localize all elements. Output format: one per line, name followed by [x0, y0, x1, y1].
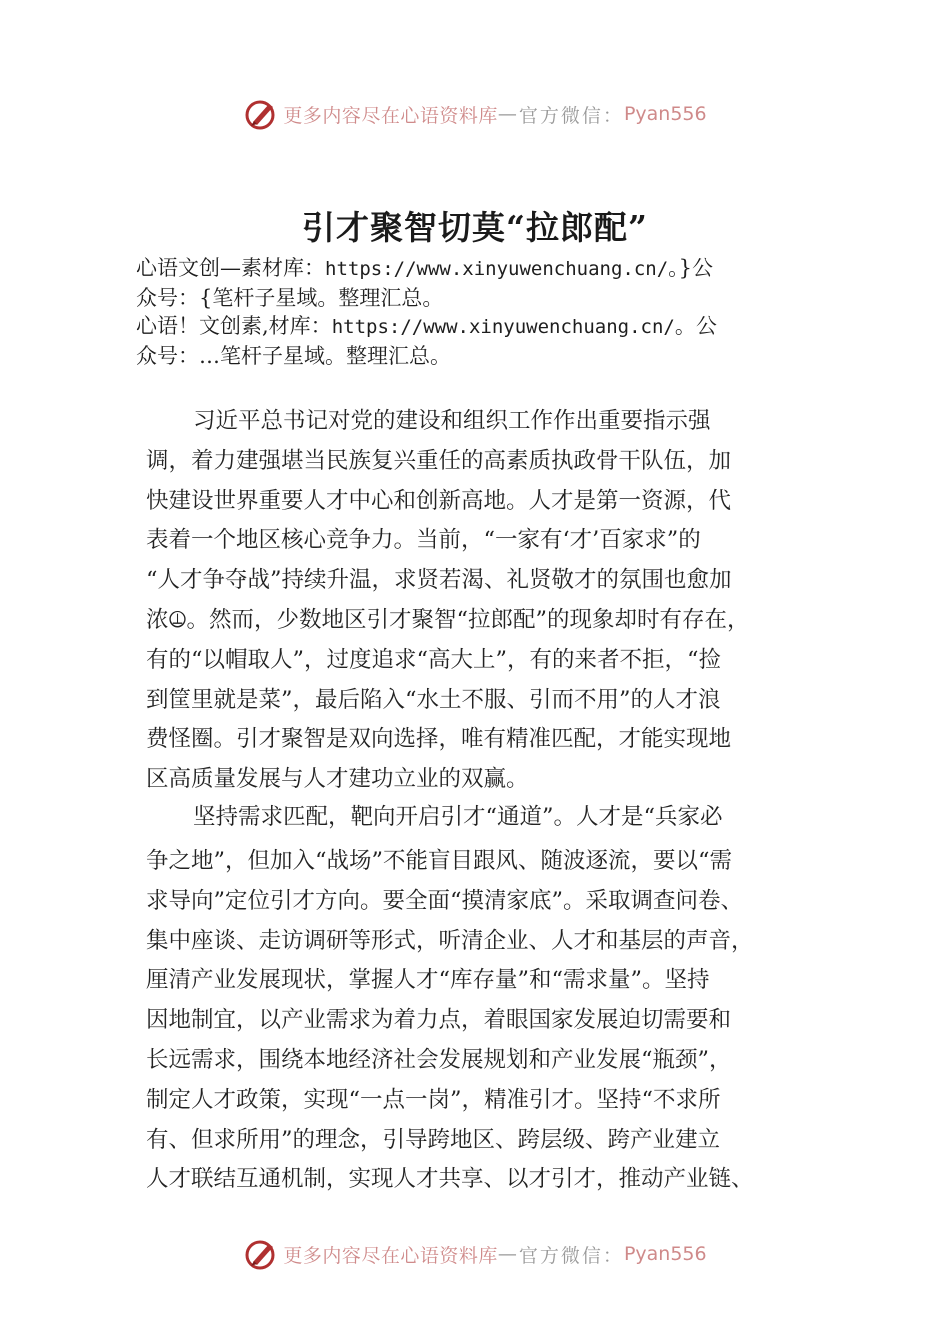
document-title: 引才聚智切莫“拉郎配” [302, 208, 648, 247]
paragraph-line: 厘清产业发展现状，掌握人才“库存量”和“需求量”。坚持 [146, 967, 710, 994]
meta-line2: 众号：…笔杆子星域。整理汇总。 [136, 344, 451, 368]
paragraph-line: 因地制宜，以产业需求为着力点，着眼国家发展迫切需要和 [146, 1007, 732, 1034]
banner-official: 官方微信： [518, 1244, 624, 1267]
meta-line2: 众号：{笔杆子星域。整理汇总。 [136, 286, 444, 310]
pen-nib-circle-icon [243, 1236, 279, 1272]
paragraph-line: 调，着力建强堪当民族复兴重任的高素质执政骨干队伍，加 [146, 447, 732, 474]
paragraph-line: 有的“以帽取人”，过度追求“高大上”，有的来者不拒，“捡 [146, 646, 722, 673]
banner-official: 官方微信： [518, 104, 624, 127]
paragraph-line: 长远需求，围绕本地经济社会发展规划和产业发展“瓶颈”， [146, 1046, 732, 1073]
banner-text: 更多内容尽在心语资料库 [283, 1244, 498, 1267]
meta-prefix: 心语！文创素,材库： [136, 314, 332, 338]
footer-banner [0, 1234, 950, 1274]
meta-block-2 [136, 312, 826, 371]
meta-prefix: 心语文创—素材库： [136, 256, 325, 280]
paragraph-line: 习近平总书记对党的建设和组织工作作出重要指示强 [193, 408, 711, 434]
meta-url: https://www.xinyuwenchuang.cn/ [331, 316, 675, 338]
paragraph-line: “人才争夺战”持续升温，求贤若渴、礼贤敬才的氛围也愈加 [146, 567, 732, 594]
banner-wechat: Pyan556 [623, 1243, 707, 1265]
header-banner [0, 94, 950, 134]
paragraph-line: 有、但求所用”的理念，引导跨地区、跨层级、跨产业建立 [146, 1126, 721, 1153]
paragraph-line: 人才联结互通机制，实现人才共享、以才引才，推动产业链、 [146, 1166, 754, 1193]
paragraph-2-first [146, 798, 826, 838]
paragraph-line: 到筐里就是菜”，最后陷入“水土不服、引而不用”的人才浪 [146, 686, 721, 713]
pen-nib-circle-icon [243, 96, 279, 132]
meta-url: https://www.xinyuwenchuang.cn/ [325, 258, 669, 280]
meta-suffix: 。公 [674, 314, 717, 338]
banner-separator: — [497, 1243, 519, 1265]
paragraph-line: 费怪圈。引才聚智是双向选择，唯有精准匹配，才能实现地 [146, 726, 732, 753]
paragraph-2 [146, 842, 826, 1200]
meta-suffix: 。}公 [668, 256, 714, 280]
paragraph-line: 表着一个地区核心竞争力。当前，“一家有‘才’百家求”的 [146, 527, 701, 554]
paragraph-line: 区高质量发展与人才建功立业的双赢。 [146, 766, 529, 793]
paragraph-line: 坚持需求匹配，靶向开启引才“通道”。人才是“兵家必 [193, 804, 723, 830]
paragraph-line: 求导向”定位引才方向。要全面“摸清家底”。采取调查问卷、 [146, 887, 744, 914]
paragraph-line: 集中座谈、走访调研等形式，听清企业、人才和基层的声音， [146, 927, 754, 954]
paragraph-line: 快建设世界重要人才中心和创新高地。人才是第一资源，代 [146, 487, 732, 514]
paragraph-line: 制定人才政策，实现“一点一岗”，精准引才。坚持“不求所 [146, 1086, 721, 1113]
banner-separator: — [497, 103, 519, 125]
meta-block-1 [136, 254, 826, 313]
banner-text: 更多内容尽在心语资料库 [283, 104, 498, 127]
paragraph-line: 浓⦹。然而，少数地区引才聚智“拉郎配”的现象却时有存在， [146, 606, 750, 633]
banner-wechat: Pyan556 [623, 103, 707, 125]
paragraph-1 [146, 402, 826, 800]
paragraph-line: 争之地”，但加入“战场”不能盲目跟风、随波逐流，要以“需 [146, 848, 733, 874]
